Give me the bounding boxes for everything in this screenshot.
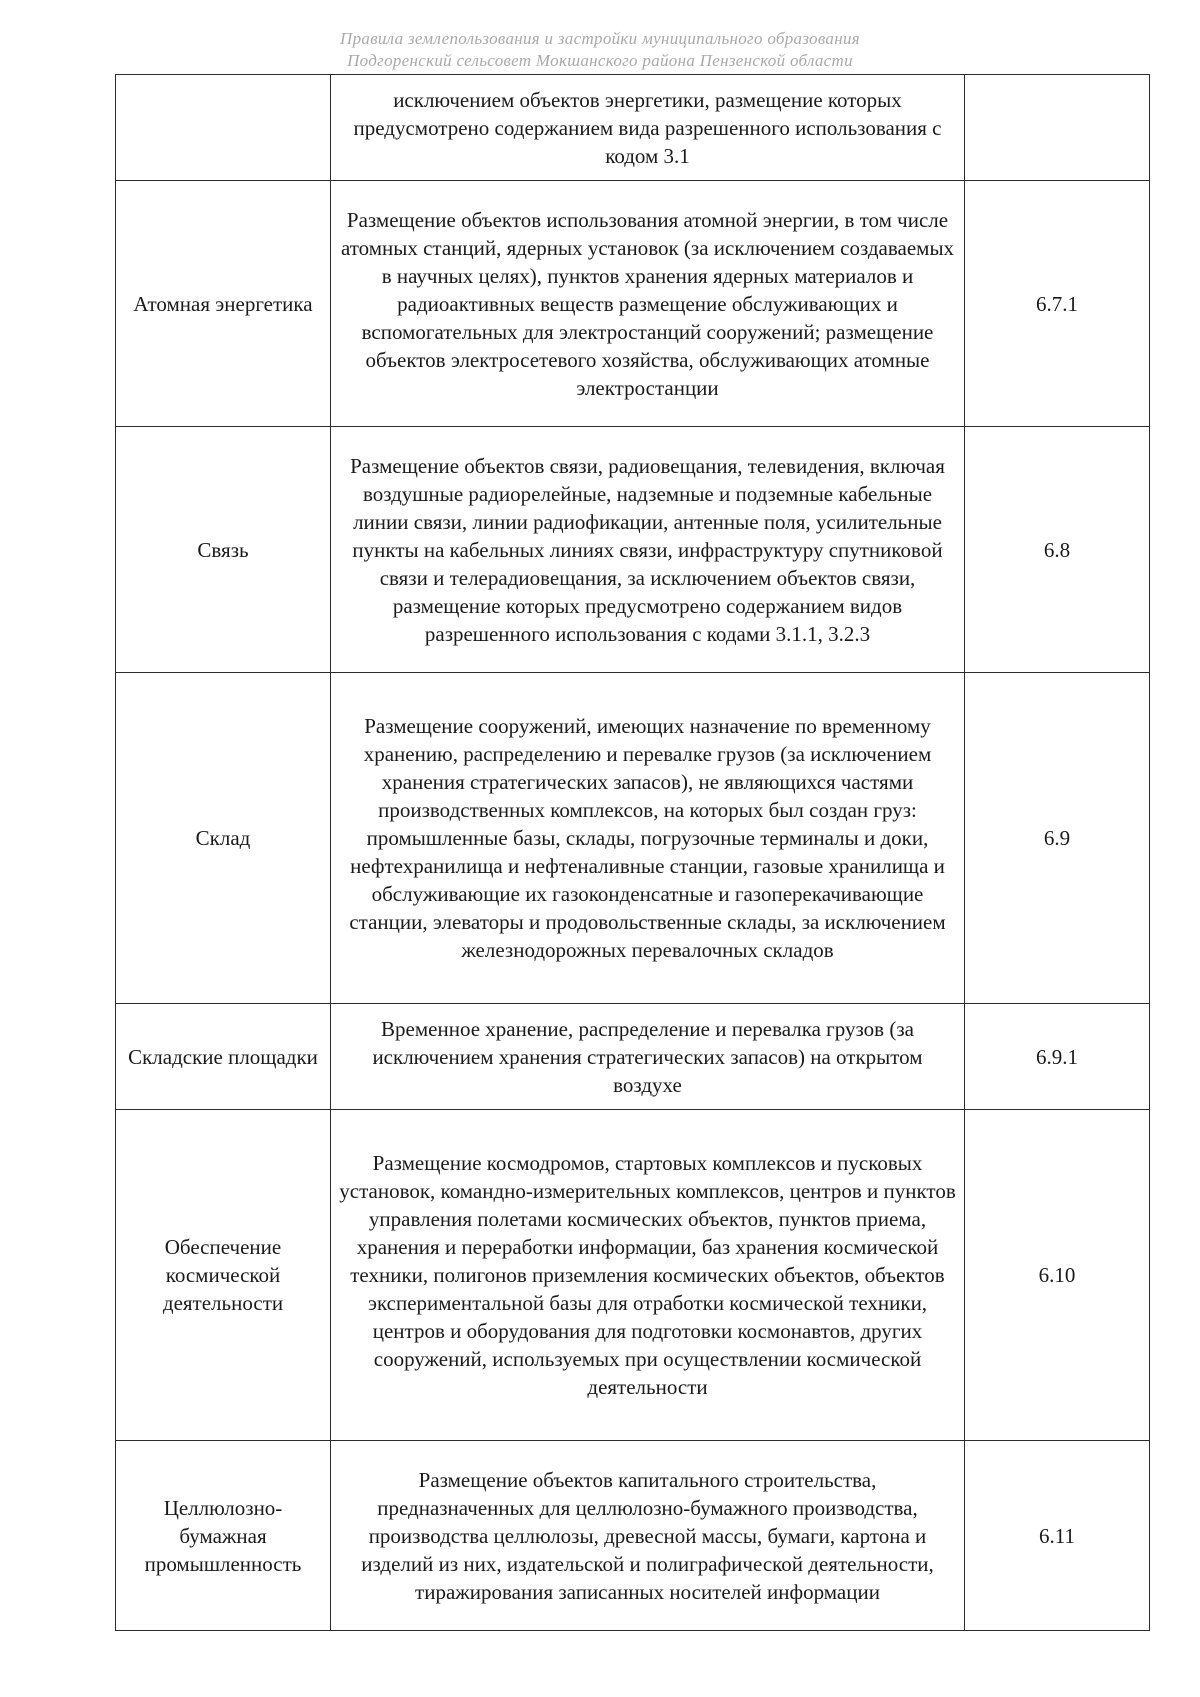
cell-name: Связь	[116, 427, 331, 673]
cell-name: Атомная энергетика	[116, 181, 331, 427]
cell-code: 6.7.1	[965, 181, 1150, 427]
cell-code	[965, 75, 1150, 181]
table-row	[116, 1110, 1150, 1441]
cell-code: 6.8	[965, 427, 1150, 673]
cell-name: Склад	[116, 673, 331, 1004]
header-line-1: Правила землепользования и застройки муниципального образования	[340, 29, 860, 48]
cell-description: Размещение объектов капитального строительства, предназначенных для целлюлозно-бумажного производства, производства целлюлозы, древесной массы, бумаги, картона и изделий из них, издательской и полиграфической деятельности, тиражирования записанных носителей информации	[331, 1441, 965, 1631]
table-row	[116, 181, 1150, 427]
cell-name: Целлюлозно-бумажная промышленность	[116, 1441, 331, 1631]
table-row	[116, 673, 1150, 1004]
cell-code: 6.11	[965, 1441, 1150, 1631]
cell-name: Складские площадки	[116, 1004, 331, 1110]
cell-name	[116, 75, 331, 181]
land-use-table	[115, 74, 1150, 1631]
cell-description: Временное хранение, распределение и перевалка грузов (за исключением хранения стратегических запасов) на открытом воздухе	[331, 1004, 965, 1110]
cell-code: 6.9	[965, 673, 1150, 1004]
cell-description: Размещение космодромов, стартовых комплексов и пусковых установок, командно-измерительных комплексов, центров и пунктов управления полетами космических объектов, пунктов приема, хранения и переработки информации, баз хранения космической техники, полигонов приземления космических объектов, объектов экспериментальной базы для отработки космической техники, центров и оборудования для подготовки космонавтов, других сооружений, используемых при осуществлении космической деятельности	[331, 1110, 965, 1441]
cell-description: Размещение объектов связи, радиовещания, телевидения, включая воздушные радиорелейные, надземные и подземные кабельные линии связи, линии радиофикации, антенные поля, усилительные пункты на кабельных линиях связи, инфраструктуру спутниковой связи и телерадиовещания, за исключением объектов связи, размещение которых предусмотрено содержанием видов разрешенного использования с кодами 3.1.1, 3.2.3	[331, 427, 965, 673]
cell-code: 6.10	[965, 1110, 1150, 1441]
page-header	[0, 28, 1200, 72]
cell-description: Размещение сооружений, имеющих назначение по временному хранению, распределению и перевалке грузов (за исключением хранения стратегических запасов), не являющихся частями производственных комплексов, на которых был создан груз: промышленные базы, склады, погрузочные терминалы и доки, нефтехранилища и нефтеналивные станции, газовые хранилища и обслуживающие их газоконденсатные и газоперекачивающие станции, элеваторы и продовольственные склады, за исключением железнодорожных перевалочных складов	[331, 673, 965, 1004]
cell-description: исключением объектов энергетики, размещение которых предусмотрено содержанием вида разрешенного использования с кодом 3.1	[331, 75, 965, 181]
table-row	[116, 1441, 1150, 1631]
cell-name: Обеспечение космической деятельности	[116, 1110, 331, 1441]
table-row	[116, 1004, 1150, 1110]
cell-code: 6.9.1	[965, 1004, 1150, 1110]
header-line-2: Подгоренский сельсовет Мокшанского района Пензенской области	[347, 51, 853, 70]
table-row	[116, 427, 1150, 673]
table-row	[116, 75, 1150, 181]
cell-description: Размещение объектов использования атомной энергии, в том числе атомных станций, ядерных установок (за исключением создаваемых в научных целях), пунктов хранения ядерных материалов и радиоактивных веществ размещение обслуживающих и вспомогательных для электростанций сооружений; размещение объектов электросетевого хозяйства, обслуживающих атомные электростанции	[331, 181, 965, 427]
